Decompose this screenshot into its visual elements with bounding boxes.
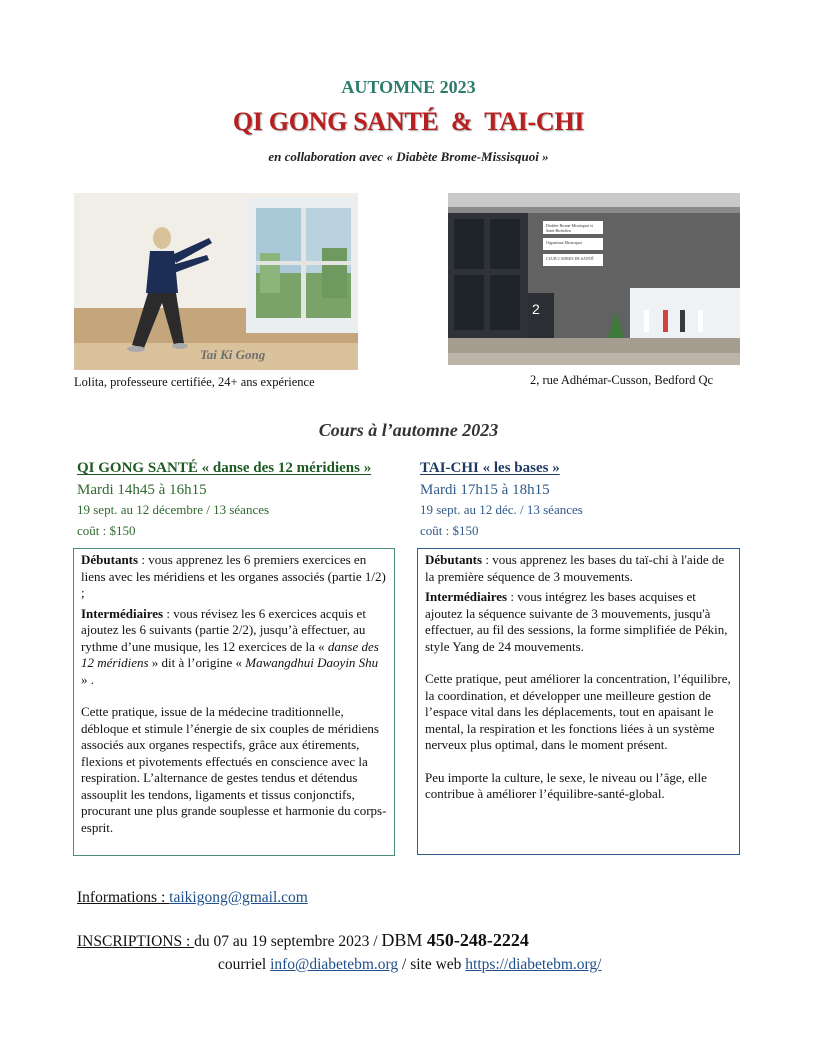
building-illustration	[448, 193, 740, 365]
info-line: Informations : taikigong@gmail.com	[77, 889, 308, 906]
collaboration-subtitle: en collaboration avec « Diabète Brome-Missisquoi »	[268, 149, 549, 164]
instructor-photo	[74, 193, 358, 370]
sign-line-3: CLUB CADRES DE SANTÉ	[546, 256, 594, 261]
taichi-dates: 19 sept. au 12 déc. / 13 séances	[420, 502, 583, 517]
taichi-schedule: Mardi 17h15 à 18h15	[420, 482, 550, 498]
website-link[interactable]: https://diabetebm.org/	[465, 956, 602, 973]
taichi-practice-text: Cette pratique, peut améliorer la concentration, l’équilibre, la coordination, et développer une meilleure gestion de l’espace vital dans les déplacements, tout en apaisant le mental, la respiration et les fonctions liées à un système nerveux plus optimal, dans le moment présent.	[425, 671, 731, 752]
building-photo	[448, 193, 740, 365]
instructor-illustration	[74, 193, 358, 370]
inscriptions-label: INSCRIPTIONS	[77, 933, 186, 950]
qigong-title: QI GONG SANTÉ « danse des 12 méridiens »	[77, 460, 372, 476]
qigong-description-box	[73, 548, 395, 856]
address-caption: 2, rue Adhémar-Cusson, Bedford Qc	[530, 373, 714, 387]
sign-line-1: Diabète Brome-Missisquoi et Saint-Richelieu	[546, 223, 594, 233]
inscriptions-line: INSCRIPTIONS : du 07 au 19 septembre 2023 / DBM 450-248-2224	[77, 930, 529, 950]
info-label: Informations	[77, 889, 161, 906]
sign-line-2: Organisme Missisquoi	[546, 240, 583, 245]
qigong-cost: coût : $150	[77, 523, 136, 538]
door-number: 2	[532, 301, 540, 317]
qigong-schedule: Mardi 14h45 à 16h15	[77, 482, 207, 498]
taichi-title: TAI-CHI « les bases »	[420, 460, 560, 476]
taichi-cost: coût : $150	[420, 523, 479, 538]
qigong-practice-text: Cette pratique, issue de la médecine traditionnelle, débloque et stimule l’énergie de six couples de méridiens associés aux organes respectifs, grâce aux étirements, flexions et pivotements effectués en conscience avec la respiration. L’alternance de gestes tendus et détendus assouplit les tendons, ligaments et tissus conjonctifs, procurant une plus grande souplesse et harmonie du corps-esprit.	[81, 704, 387, 835]
contact-line: courriel info@diabetebm.org / site web https://diabetebm.org/	[218, 956, 602, 973]
page-title: QI GONG SANTÉ & TAI-CHI	[232, 107, 585, 136]
taichi-intermediate: Intermédiaires : vous intégrez les bases acquises et ajoutez la séquence suivante de 3 mouvements, jusqu'à effectuer, au fil des sessions, la forme simplifiée de Pékin, style Yang de 24 mouvements.	[425, 589, 728, 654]
qigong-beginners: Débutants : vous apprenez les 6 premiers exercices en liens avec les méridiens et les organes associés (partie 1/2) ;	[81, 552, 386, 600]
qigong-dates: 19 sept. au 12 décembre / 13 séances	[77, 502, 270, 517]
taichi-culture-text: Peu importe la culture, le sexe, le niveau ou l’âge, elle contribue à améliorer l’équilibre-santé-global.	[425, 769, 707, 801]
photo-overlay-text: Tai Ki Gong	[200, 347, 266, 362]
inscriptions-dates: du 07 au 19 septembre 2023 /	[194, 933, 382, 950]
season-heading: AUTOMNE 2023	[341, 77, 476, 97]
instructor-caption: Lolita, professeure certifiée, 24+ ans expérience	[74, 375, 315, 389]
courriel-email-link[interactable]: info@diabetebm.org	[270, 956, 399, 973]
taichi-beginners: Débutants : vous apprenez les bases du taï-chi à l'aide de la première séquence de 3 mouvements.	[425, 552, 725, 584]
info-email-link[interactable]: taikigong@gmail.com	[169, 889, 308, 906]
taichi-description-box	[417, 548, 740, 855]
courses-heading: Cours à l’automne 2023	[318, 420, 499, 440]
qigong-intermediate: Intermédiaires : vous révisez les 6 exercices acquis et ajoutez les 6 suivants (partie 2/2), jusqu’à effectuer, au rythme d’une musique, les 12 exercices de la « danse des 12 méridiens » dit à l’origine « Mawangdhui Daoyin Shu » .	[81, 605, 379, 687]
phone-number: 450-248-2224	[426, 930, 529, 950]
